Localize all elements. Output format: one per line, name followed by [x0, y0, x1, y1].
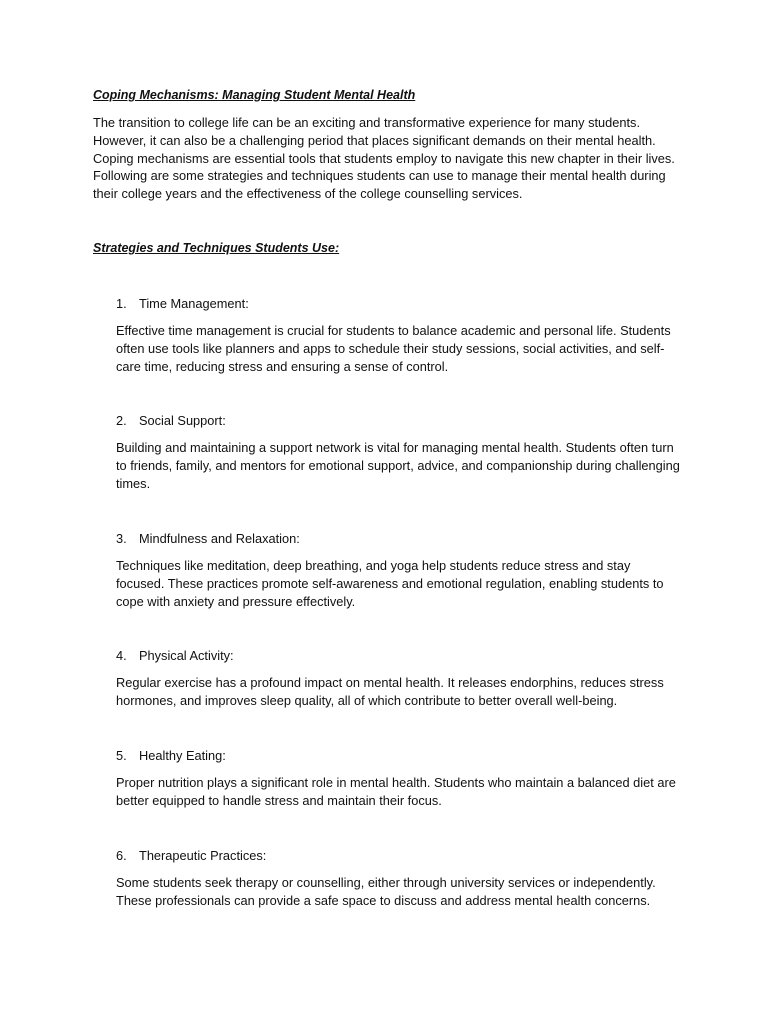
list-item-number: 1. [116, 296, 127, 311]
list-item-body: Regular exercise has a profound impact on mental health. It releases endorphins, reduces stress hormones, and improves sleep quality, all of which contribute to better overall well-being. [116, 675, 664, 708]
list-item [116, 412, 681, 492]
list-item-title: Healthy Eating: [139, 748, 226, 763]
section-heading: Strategies and Techniques Students Use: [93, 241, 340, 255]
list-item-heading [116, 412, 681, 429]
document-title: Coping Mechanisms: Managing Student Mental Health [93, 88, 416, 102]
list-item-heading [116, 295, 681, 312]
list-item-title: Therapeutic Practices: [139, 848, 267, 863]
list-item-title: Physical Activity: [139, 648, 234, 663]
list-item-heading [116, 647, 681, 664]
list-item-title: Time Management: [139, 296, 249, 311]
list-item-number: 5. [116, 748, 127, 763]
list-item [116, 847, 681, 910]
list-item [116, 647, 681, 710]
list-item-body: Building and maintaining a support network is vital for managing mental health. Students often turn to friends, family, and mentors for emotional support, advice, and companionship during challenging times. [116, 440, 680, 491]
list-item [116, 295, 681, 375]
list-item-body: Effective time management is crucial for students to balance academic and personal life. Students often use tools like planners and apps to schedule their study sessions, social activities, and self-care time, reducing stress and ensuring a sense of control. [116, 323, 671, 374]
list-item [116, 530, 681, 610]
list-item-number: 2. [116, 413, 127, 428]
list-item [116, 747, 681, 810]
list-item-body: Some students seek therapy or counselling, either through university services or independently. These professionals can provide a safe space to discuss and address mental health concerns. [116, 875, 656, 908]
list-item-heading [116, 747, 681, 764]
list-item-title: Mindfulness and Relaxation: [139, 531, 300, 546]
list-item-title: Social Support: [139, 413, 226, 428]
intro-text: The transition to college life can be an exciting and transformative experience for many students. However, it can also be a challenging period that places significant demands on their mental health. Coping mechanisms are essential tools that students employ to navigate this new chapter in their lives. Following are some strategies and techniques students can use to manage their mental health during their college years and the effectiveness of the college counselling services. [93, 115, 675, 202]
intro-paragraph [93, 114, 683, 203]
list-item-number: 3. [116, 531, 127, 546]
list-item-body: Proper nutrition plays a significant role in mental health. Students who maintain a balanced diet are better equipped to handle stress and maintain their focus. [116, 775, 676, 808]
list-item-heading [116, 530, 681, 547]
list-item-number: 4. [116, 648, 127, 663]
list-item-body: Techniques like meditation, deep breathing, and yoga help students reduce stress and stay focused. These practices promote self-awareness and emotional regulation, enabling students to cope with anxiety and pressure effectively. [116, 558, 664, 609]
list-item-heading [116, 847, 681, 864]
list-item-number: 6. [116, 848, 127, 863]
